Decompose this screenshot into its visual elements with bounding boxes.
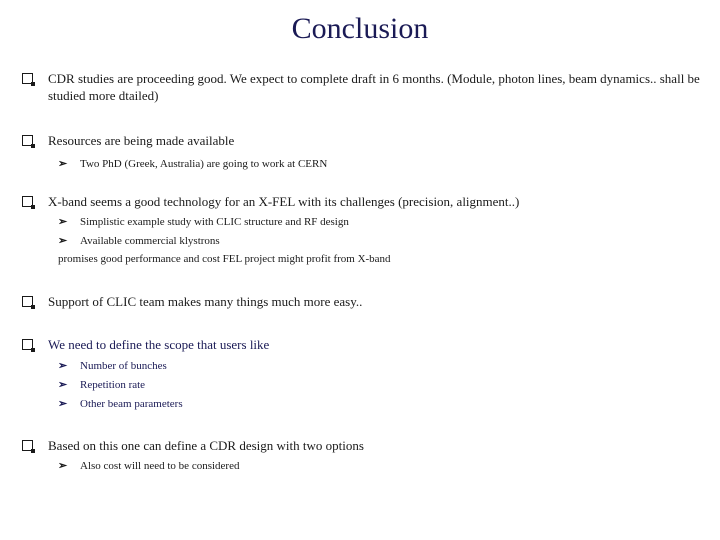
arrow-bullet-icon: ➢ (58, 460, 68, 472)
bullet-text: CDR studies are proceeding good. We expect to complete draft in 6 months. (Module, photon lines, beam dynamics.. shall be studied more dtailed) (48, 71, 700, 103)
checkbox-bullet-icon (22, 440, 33, 451)
arrow-bullet-icon: ➢ (58, 360, 68, 372)
checkbox-bullet-icon (22, 135, 33, 146)
note-text: promises good performance and cost FEL project might profit from X-band (58, 253, 391, 265)
bullet-text: Resources are being made available (48, 133, 235, 148)
arrow-bullet-icon: ➢ (58, 158, 68, 170)
sub-item-text: Other beam parameters (80, 398, 183, 410)
checkbox-bullet-icon (22, 339, 33, 350)
sub-item (58, 215, 349, 228)
arrow-bullet-icon: ➢ (58, 216, 68, 228)
arrow-bullet-icon: ➢ (58, 379, 68, 391)
arrow-bullet-icon: ➢ (58, 235, 68, 247)
sub-item (58, 359, 167, 372)
arrow-bullet-icon: ➢ (58, 398, 68, 410)
bullet-item-clic-support (22, 293, 702, 310)
bullet-item-cdr-studies (22, 70, 702, 104)
bullet-item-resources (22, 132, 702, 149)
bullet-item-cdr-design (22, 437, 702, 454)
checkbox-bullet-icon (22, 196, 33, 207)
bullet-text: Based on this one can define a CDR design with two options (48, 438, 364, 453)
sub-item (58, 378, 145, 391)
bullet-text: Support of CLIC team makes many things much more easy.. (48, 294, 363, 309)
sub-item (58, 234, 220, 247)
sub-item (58, 459, 239, 472)
sub-item (58, 157, 327, 170)
sub-item-text: Repetition rate (80, 379, 146, 391)
sub-item-text: Also cost will need to be considered (80, 460, 240, 472)
bullet-item-x-band (22, 193, 702, 210)
checkbox-bullet-icon (22, 73, 33, 84)
slide-title: Conclusion (291, 12, 429, 45)
sub-item-text: Simplistic example study with CLIC structure and RF design (80, 216, 349, 228)
bullet-text: X-band seems a good technology for an X-FEL with its challenges (precision, alignment..) (48, 194, 520, 209)
checkbox-bullet-icon (22, 296, 33, 307)
sub-item-text: Number of bunches (80, 360, 167, 372)
sub-item (58, 397, 183, 410)
bullet-text: We need to define the scope that users like (48, 337, 270, 352)
sub-item-text: Available commercial klystrons (80, 235, 220, 247)
sub-item-text: Two PhD (Greek, Australia) are going to work at CERN (80, 158, 328, 170)
bullet-item-define-scope (22, 336, 702, 353)
